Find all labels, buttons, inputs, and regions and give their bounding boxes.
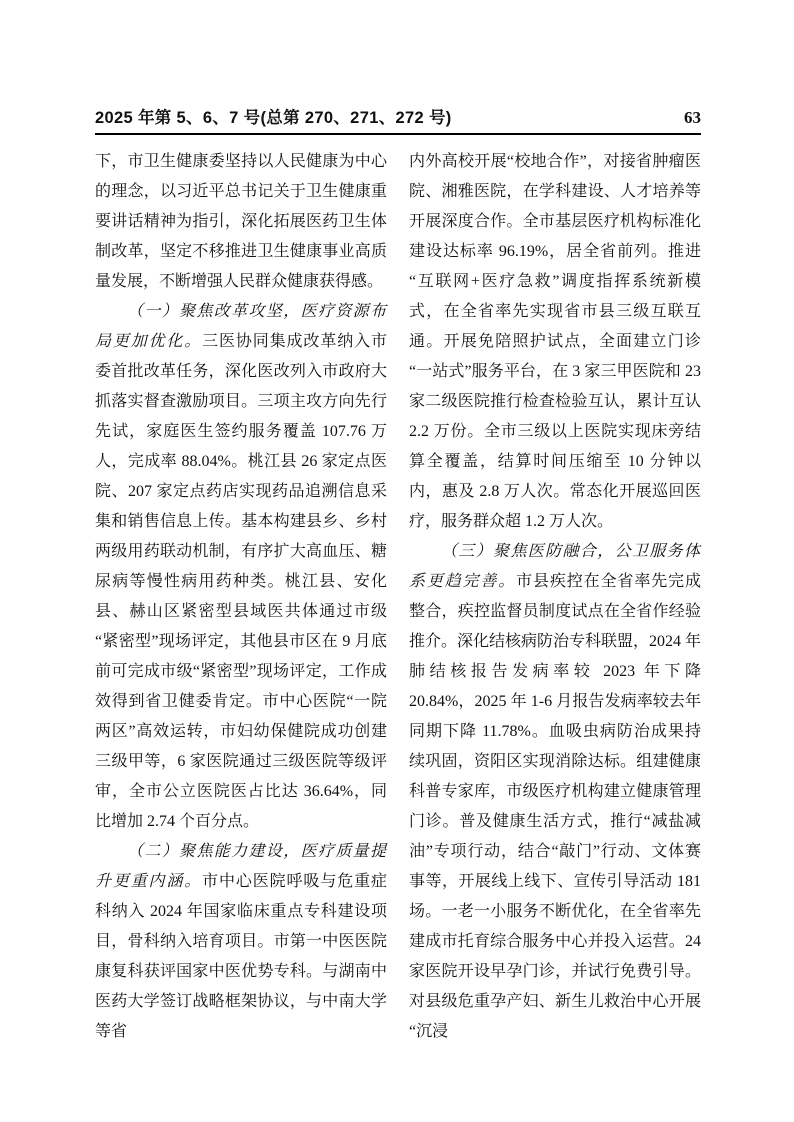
page-header	[95, 108, 701, 135]
body-paragraph	[95, 297, 387, 837]
body-paragraph	[409, 147, 701, 537]
page-content	[95, 108, 701, 1047]
body-paragraph	[409, 537, 701, 1047]
paragraph-text: 市中心医院呼吸与危重症科纳入 2024 年国家临床重点专科建设项目，骨科纳入培育项目。市第一中医医院康复科获评国家中医优势专科。与湖南中医药大学签订战略框架协议，与中南大学等省	[95, 873, 387, 1040]
section-heading: （一）聚焦改革攻坚，医疗资源布局更加优化。	[95, 303, 387, 350]
section-heading: （三）聚焦医防融合，公卫服务体系更趋完善。	[409, 543, 701, 590]
paragraph-text: 市县疾控在全省率先完成整合，疾控监督员制度试点在全省作经验推介。深化结核病防治专科联盟，2024 年肺结核报告发病率较 2023 年下降 20.84%，2025 年 1-6 月报告发病率较去年同期下降 11.78%。血吸虫病防治成果持续巩固，资阳区实现消除达标。组建健康科普专家库，市级医疗机构建立健康管理门诊。普及健康生活方式，推行“减盐减油”专项行动，结合“敲门”行动、文体赛事等，开展线上线下、宣传引导活动 181 场。一老一小服务不断优化，在全省率先建成市托育综合服务中心并投入运营。24 家医院开设早孕门诊，并试行免费引导。对县级危重孕产妇、新生儿救治中心开展“沉浸	[409, 573, 702, 1040]
section-heading: （二）聚焦能力建设，医疗质量提升更重内涵。	[95, 843, 387, 890]
body-paragraph	[95, 837, 387, 1047]
paragraph-text: 内外高校开展“校地合作”，对接省肿瘤医院、湘雅医院，在学科建设、人才培养等开展深度合作。全市基层医疗机构标准化建设达标率 96.19%，居全省前列。推进“互联网+医疗急救”调度指挥系统新模式，在全省率先实现省市县三级互联互通。开展免陪照护试点，全面建立门诊“一站式”服务平台，在 3 家三甲医院和 23 家二级医院推行检查检验互认，累计互认 2.2 万份。全市三级以上医院实现床旁结算全覆盖，结算时间压缩至 10 分钟以内，惠及 2.8 万人次。常态化开展巡回医疗，服务群众超 1.2 万人次。	[409, 153, 701, 530]
left-column	[95, 147, 387, 1047]
paragraph-text: 三医协同集成改革纳入市委首批改革任务，深化医改列入市政府大抓落实督查激励项目。三项主攻方向先行先试，家庭医生签约服务覆盖 107.76 万人，完成率 88.04%。桃江县 26 家定点医院、207 家定点药店实现药品追溯信息采集和销售信息上传。基本构建县乡、乡村两级用药联动机制，有序扩大高血压、糖尿病等慢性病用药种类。桃江县、安化县、赫山区紧密型县域医共体通过市级“紧密型”现场评定，其他县市区在 9 月底前可完成市级“紧密型”现场评定，工作成效得到省卫健委肯定。市中心医院“一院两区”高效运转，市妇幼保健院成功创建三级甲等，6 家医院通过三级医院等级评审，全市公立医院医占比达 36.64%，同比增加 2.74 个百分点。	[95, 333, 387, 830]
right-column	[409, 147, 701, 1047]
issue-label: 2025 年第 5、6、7 号(总第 270、271、272 号)	[95, 109, 452, 127]
body-paragraph	[95, 147, 387, 297]
two-column-body	[95, 147, 701, 1047]
page-number: 63	[684, 108, 701, 127]
paragraph-text: 下，市卫生健康委坚持以人民健康为中心的理念，以习近平总书记关于卫生健康重要讲话精神为指引，深化拓展医药卫生体制改革，坚定不移推进卫生健康事业高质量发展，不断增强人民群众健康获得感。	[95, 153, 387, 290]
